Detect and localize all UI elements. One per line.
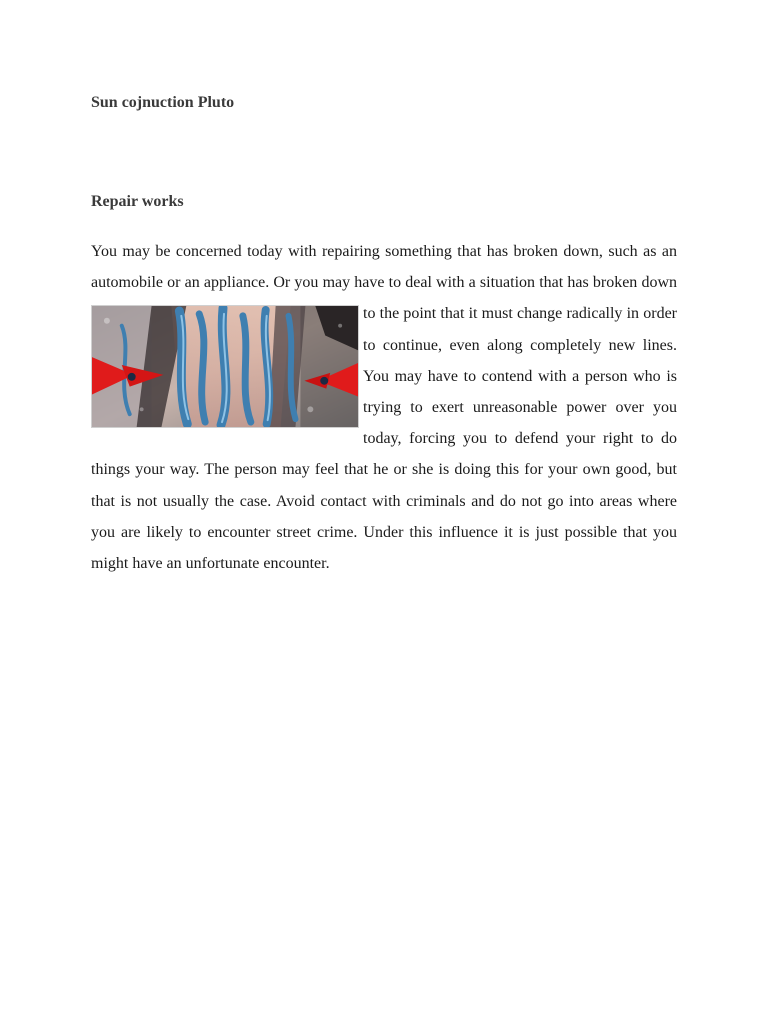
paragraph-text-end: broken down to the point that it must change radically in order to continue, even along completely new lines. You may have to contend with a person who is trying to exert unreasonable power over you today, forcing you to defend your right to do things your way. The person may feel that he or she is doing this for your own good, but that is not usually the case. Avoid contact with criminals and do not go into areas where you are likely to encounter street crime. Under this influence it is just possible that you might have an unfortunate encounter.: [91, 274, 678, 573]
paragraph-text-start: You may be concerned today with repairing something that has broken down, such as an automobile or an appliance. Or you may have to deal with a situation that has: [91, 243, 677, 292]
abstract-artwork-image: [91, 305, 359, 428]
section-heading: Repair works: [91, 193, 184, 210]
body-paragraph: [91, 236, 677, 579]
abstract-artwork-graphic: [92, 306, 358, 427]
document-title: Sun cojnuction Pluto: [91, 94, 235, 111]
